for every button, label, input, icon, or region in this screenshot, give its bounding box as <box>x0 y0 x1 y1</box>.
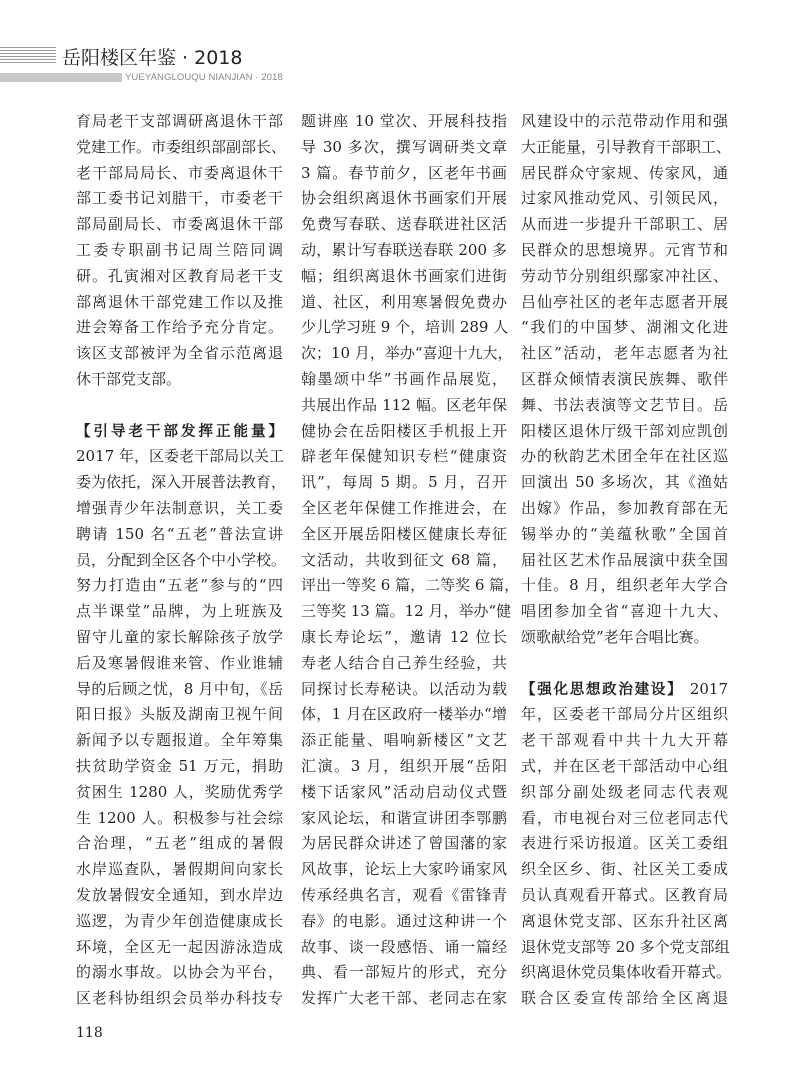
text-line: 翰墨颂中华”书画作品展览， <box>301 370 507 388</box>
text-line: 寿老人结合自己养生经验，共 <box>301 653 507 672</box>
header-stripes-decoration <box>0 47 56 65</box>
text-line: 共展出作品 112 幅。区老年保 <box>301 395 507 414</box>
text-line: 聘请 150 名“五老”普法宣讲 <box>76 524 283 543</box>
text-line: 舞、书法表演等文艺节目。岳 <box>521 395 728 414</box>
text-line: 协会组织离退休书画家们开展 <box>301 189 507 208</box>
text-line: 增强青少年法制意识，关工委 <box>76 499 283 517</box>
text-line: 2017 年，区委老干部局以关工 <box>76 447 284 466</box>
text-line: 新闻予以专题报道。全年筹集 <box>76 731 283 750</box>
text-line: 阳日报》头版及湖南卫视午间 <box>76 705 283 724</box>
text-line: 的溺水事故。以协会为平台， <box>76 963 283 982</box>
text-line: 故事、谈一段感悟、诵一篇经 <box>301 937 507 956</box>
text-line: 少儿学习班 9 个，培训 289 人 <box>301 318 509 337</box>
text-line: 区群众倾情表演民族舞、歌伴 <box>521 370 728 388</box>
text-line: 回演出 50 多场次，其《渔姑 <box>521 473 728 492</box>
text-line: 康长寿论坛”，邀请 12 位长 <box>301 628 507 646</box>
text-line: 员认真观看开幕式。区教育局 <box>521 886 728 904</box>
text-line: 吕仙亭社区的老年志愿者开展 <box>521 292 728 311</box>
paragraph-text-start: 2017 <box>689 679 728 698</box>
column-middle <box>301 0 520 1077</box>
text-line: 联合区委宣传部给全区离退 <box>521 989 728 1008</box>
text-line: 春》的电影。通过这种讲一个 <box>301 911 507 930</box>
text-line: 研。孔寅湘对区教育局老干支 <box>76 266 283 285</box>
column-right <box>521 0 732 1077</box>
section-heading-text: 【引导老干部发挥正能量】 <box>76 423 283 440</box>
text-line: 全区老年保健工作推进会，在 <box>301 499 507 517</box>
text-line: 唱团参加全省“喜迎十九大、 <box>521 602 728 621</box>
text-line: 从而进一步提升干部职工、居 <box>521 215 728 234</box>
text-line: 大正能量，引导教育干部职工、 <box>521 137 732 156</box>
text-line: 添正能量、唱响新楼区”文艺 <box>301 731 507 750</box>
running-title: 岳阳楼区年鉴 · 2018 <box>62 47 243 69</box>
text-line: 居民群众守家规、传家风，通 <box>521 163 728 182</box>
text-line: 生 1200 人。积极参与社会综 <box>76 808 283 827</box>
text-line: 部局副局长、市委离退休干部 <box>76 215 283 234</box>
text-line: 风故事，论坛上大家吟诵家风 <box>301 860 507 879</box>
text-line: 看，市电视台对三位老同志代 <box>521 808 728 827</box>
text-line: 导的后顾之忧，8 月中旬，《岳 <box>76 679 283 698</box>
text-line: 次；10 月，举办“喜迎十九大， <box>301 344 513 363</box>
text-line: 动，累计写春联送春联 200 多 <box>301 241 507 259</box>
text-line: 办的秋韵艺术团全年在社区巡 <box>521 447 728 466</box>
text-line: 民群众的思想境界。元宵节和 <box>521 241 728 259</box>
text-line: 离退休党支部、区东升社区离 <box>521 911 728 930</box>
text-line: 健协会在岳阳楼区手机报上开 <box>301 421 507 440</box>
text-line: 水岸巡查队，暑假期间向家长 <box>76 860 283 879</box>
text-line: 过家风推动党风、引领民风， <box>521 189 728 208</box>
text-line: 巡逻，为青少年创造健康成长 <box>76 911 283 930</box>
running-subtitle: YUEYANGLOUQU NIANJIAN · 2018 <box>125 72 283 83</box>
text-line: 老干部观看中共十九大开幕 <box>521 731 728 750</box>
text-line: 党建工作。市委组织部副部长、 <box>76 137 287 156</box>
text-line: 出嫁》作品，参加教育部在无 <box>521 499 728 517</box>
text-line: 3 篇。春节前夕，区老年书画 <box>301 163 507 182</box>
text-line: 表进行采访报道。区关工委组 <box>521 834 728 853</box>
text-line: 同探讨长寿秘诀。以活动为载 <box>301 679 507 698</box>
text-line: 典、看一部短片的形式，充分 <box>301 963 507 982</box>
text-line: 工委专职副书记周兰陪同调 <box>76 241 283 259</box>
text-line: 锡举办的“美蕴秋歌”全国首 <box>521 524 728 543</box>
text-line: 文活动，共收到征文 68 篇， <box>301 550 507 569</box>
text-line: 导 30 多次，撰写调研类文章 <box>301 137 507 156</box>
text-line: 合治理，“五老”组成的暑假 <box>76 834 283 853</box>
text-line: 社区”活动，老年志愿者为社 <box>521 344 728 363</box>
text-line: 辟老年保健知识专栏“健康资 <box>301 447 507 466</box>
text-line: 幅；组织离退休书画家们进街 <box>301 266 507 285</box>
text-line: 环境，全区无一起因游泳造成 <box>76 937 283 956</box>
text-line: 传承经典名言，观看《雷锋青 <box>301 886 507 904</box>
text-line: 道、社区，利用寒暑假免费办 <box>301 292 507 311</box>
text-line: 风建设中的示范带动作用和强 <box>521 112 728 130</box>
text-line: 讯”，每周 5 期。5 月，召开 <box>301 473 507 492</box>
text-line: 届社区艺术作品展演中获全国 <box>521 550 728 569</box>
text-line: 委为依托，深入开展普法教育， <box>76 473 287 492</box>
text-line: 留守儿童的家长解除孩子放学 <box>76 628 283 646</box>
text-line: 后及寒暑假谁来管、作业谁辅 <box>76 653 283 672</box>
text-line: 部离退休干部党建工作以及推 <box>76 292 283 311</box>
text-line: 发放暑假安全通知，到水岸边 <box>76 886 283 904</box>
text-line: 休干部党支部。 <box>76 370 182 388</box>
text-line: 发挥广大老干部、老同志在家 <box>301 989 507 1008</box>
text-line: “我们的中国梦、湖湘文化进 <box>521 318 728 337</box>
text-line: 老干部局局长、市委离退休干 <box>76 163 283 182</box>
column-left <box>76 0 287 1077</box>
text-line: 评出一等奖 6 篇，二等奖 6 篇， <box>301 576 520 595</box>
text-line: 全区开展岳阳楼区健康长寿征 <box>301 524 507 543</box>
text-line: 育局老干支部调研离退休干部 <box>76 112 283 130</box>
text-line: 劳动节分别组织鄢家冲社区、 <box>521 266 728 285</box>
text-line: 阳楼区退休厅级干部刘应凯创 <box>521 421 728 440</box>
text-line: 免费写春联、送春联进社区活 <box>301 215 507 234</box>
section-heading-guide-cadres <box>76 419 283 445</box>
text-line: 织部分副处级老同志代表观 <box>521 782 728 801</box>
text-line: 式，并在区老干部活动中心组 <box>521 757 728 775</box>
text-line: 织全区乡、街、社区关工委成 <box>521 860 728 879</box>
section-heading-ideology <box>521 677 728 703</box>
text-line: 十佳。8 月，组织老年大学合 <box>521 576 728 595</box>
text-line: 贫困生 1280 人，奖励优秀学 <box>76 782 283 801</box>
text-line: 织离退休党员集体收看开幕式。 <box>521 963 732 982</box>
page-number: 118 <box>76 1025 103 1041</box>
text-line: 员，分配到全区各个中小学校。 <box>76 550 287 569</box>
text-line: 体，1 月在区政府一楼举办“增 <box>301 705 507 724</box>
text-line: 年，区委老干部局分片区组织 <box>521 705 728 724</box>
text-line: 进会筹备工作给予充分肯定。 <box>76 318 283 337</box>
text-line: 退休党支部等 20 多个党支部组 <box>521 937 730 956</box>
text-line: 该区支部被评为全省示范离退 <box>76 344 283 363</box>
text-line: 为居民群众讲述了曾国藩的家 <box>301 834 507 853</box>
text-line: 区老科协组织会员举办科技专 <box>76 989 283 1008</box>
text-line: 扶贫助学资金 51 万元，捐助 <box>76 757 283 775</box>
text-line: 题讲座 10 堂次、开展科技指 <box>301 112 507 130</box>
text-line: 点半课堂”品牌，为上班族及 <box>76 602 283 621</box>
text-line: 三等奖 13 篇。12 月，举办“健 <box>301 602 512 621</box>
text-line: 部工委书记刘腊干，市委老干 <box>76 189 283 208</box>
section-heading-text: 【强化思想政治建设】 <box>521 681 684 698</box>
text-line: 家风论坛，和谐宣讲团李鄂鹏 <box>301 808 507 827</box>
text-line: 努力打造由“五老”参与的“四 <box>76 576 283 595</box>
text-line: 汇演。3 月，组织开展“岳阳 <box>301 757 507 775</box>
text-line: 楼下话家风”活动启动仪式暨 <box>301 782 507 801</box>
text-line: 颂歌献给党”老年合唱比赛。 <box>521 628 709 646</box>
